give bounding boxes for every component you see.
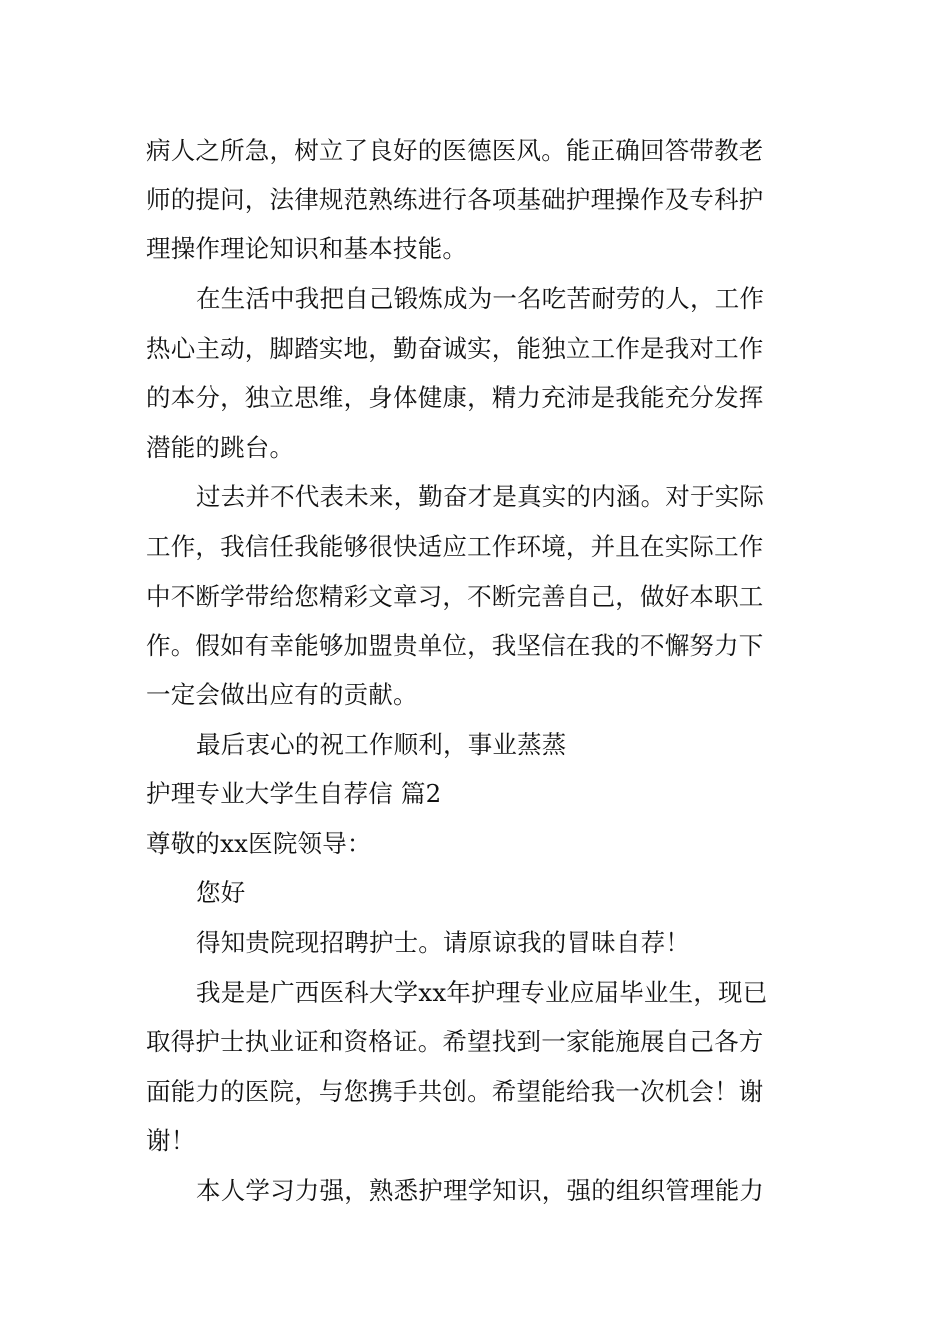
greeting: 您好 (196, 878, 246, 907)
text-line: 在生活中我把自己锻炼成为一名吃苦耐劳的人，工作 (196, 284, 765, 313)
text-line: 的本分，独立思维，身体健康，精力充沛是我能充分发挥 (146, 383, 764, 412)
text-line: 得知贵院现招聘护士。请原谅我的冒昧自荐！ (196, 928, 690, 957)
text-line: 过去并不代表未来，勤奋才是真实的内涵。对于实际 (196, 482, 765, 511)
text-line: 病人之所急，树立了良好的医德医风。能正确回答带教老 (146, 136, 764, 165)
text-line: 潜能的跳台。 (146, 433, 295, 462)
text-line: 最后衷心的祝工作顺利，事业蒸蒸 (196, 730, 567, 759)
salutation: 尊敬的xx医院领导： (146, 829, 372, 858)
text-line: 热心主动，脚踏实地，勤奋诚实，能独立工作是我对工作 (146, 334, 764, 363)
text-line: 一定会做出应有的贡献。 (146, 680, 418, 709)
section-heading: 护理专业大学生自荐信 篇2 (146, 779, 442, 808)
text-line: 中不断学带给您精彩文章习，不断完善自己，做好本职工 (146, 582, 764, 611)
text-line: 面能力的医院，与您携手共创。希望能给我一次机会！谢 (146, 1077, 764, 1106)
text-line: 师的提问，法律规范熟练进行各项基础护理操作及专科护 (146, 185, 764, 214)
text-line: 我是是广西医科大学xx年护理专业应届毕业生，现已 (196, 978, 768, 1007)
text-line: 作。假如有幸能够加盟贵单位，我坚信在我的不懈努力下 (146, 631, 764, 660)
text-line: 理操作理论知识和基本技能。 (146, 234, 468, 263)
text-line: 取得护士执业证和资格证。希望找到一家能施展自己各方 (146, 1027, 764, 1056)
text-line: 工作，我信任我能够很快适应工作环境，并且在实际工作 (146, 532, 764, 561)
text-line: 本人学习力强，熟悉护理学知识，强的组织管理能力 (196, 1176, 765, 1205)
text-line: 谢！ (146, 1126, 196, 1155)
